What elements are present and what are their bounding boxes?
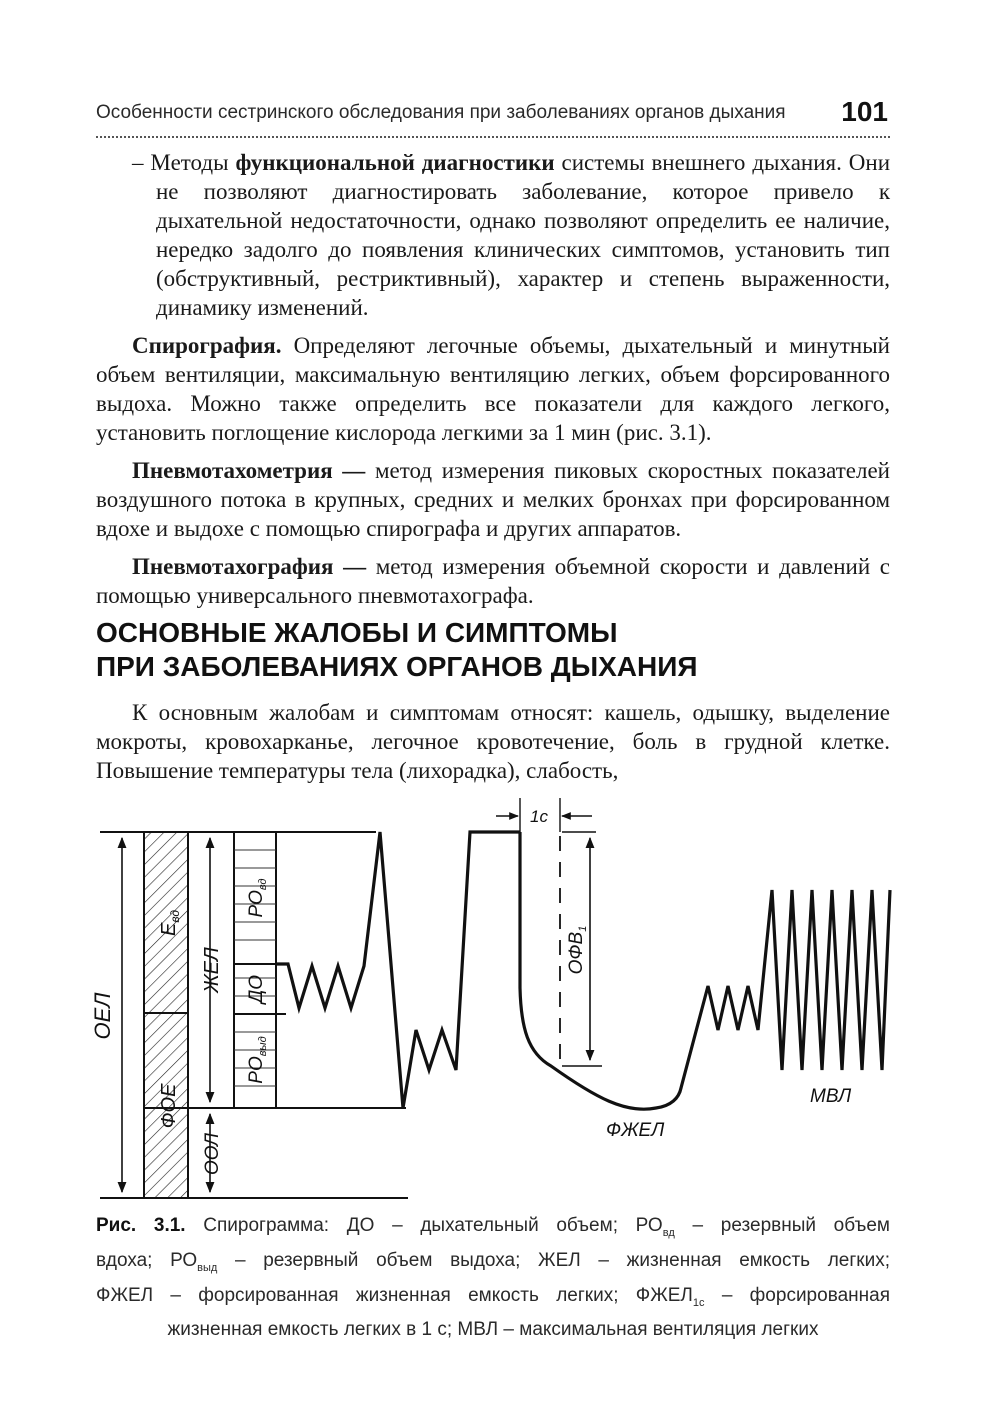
evd-label: $Е_{вд}$: [158, 910, 182, 936]
figure-caption: [96, 1212, 890, 1343]
caption-line-2: [96, 1247, 890, 1282]
oel-label: ОЕЛ: [90, 992, 115, 1040]
caption-label: Рис. 3.1.: [96, 1215, 186, 1236]
spirogram-tidal-trace: [276, 832, 520, 1108]
caption-line-1: [96, 1212, 890, 1247]
paragraph-pneumotachometry: [96, 456, 890, 543]
spirogram-figure: [90, 798, 896, 1208]
ool-label: ООЛ: [202, 1133, 223, 1175]
section-heading-line-1: ОСНОВНЫЕ ЖАЛОБЫ И СИМПТОМЫ: [96, 617, 618, 648]
caption-text: ФЖЕЛ – форсированная жизненная емкость легких; ФЖЕЛ: [96, 1284, 693, 1306]
section-heading-line-2: ПРИ ЗАБОЛЕВАНИЯХ ОРГАНОВ ДЫХАНИЯ: [96, 651, 698, 682]
caption-text: – резервный объем выдоха; ЖЕЛ – жизненная емкость легких;: [217, 1249, 890, 1271]
bold-term: Пневмотахометрия —: [132, 458, 366, 483]
paragraph-spirography: [96, 331, 890, 447]
body-text: [96, 148, 890, 619]
caption-line-3: [96, 1282, 890, 1317]
paragraph-text: системы внешнего дыхания. Они не позволяют диагностировать заболевание, которое привело к дыхательной недостаточности, однако позволяют определить ее наличие, нередко задолго до появления клинических симптомов, установить тип (обструктивный, рестриктивный), характер и степень выраженности, динамику изменений.: [156, 150, 890, 320]
caption-sub: выд: [197, 1261, 218, 1274]
running-title: Особенности сестринского обследования при заболеваниях органов дыхания: [96, 102, 786, 123]
foe-label: ФОЕ: [158, 1083, 180, 1129]
section-intro: К основным жалобам и симптомам относят: кашель, одышку, выделение мокроты, кровохарканье, легочное кровотечение, боль в грудной клетке. Повышение температуры тела (лихорадка), слабость,: [96, 700, 890, 783]
rovyd-label: $РО_{выд}$: [246, 1036, 269, 1084]
bold-term: Пневмотахография —: [132, 554, 367, 579]
paragraph-text: метод измерения объемной скорости и давлений с помощью универсального пневмотахографа.: [96, 554, 890, 608]
paragraph-text: метод измерения пиковых скоростных показателей воздушного потока в крупных, средних и мелких бронхах при форсированном вдохе и выдохе с помощью спирографа и других аппаратов.: [96, 458, 890, 541]
bold-term: Спирография.: [132, 333, 282, 358]
caption-text: – форсированная: [704, 1284, 890, 1306]
fev1-label: $ОФВ_1$: [566, 925, 589, 975]
time-1s-label: 1с: [530, 807, 548, 826]
fzhel-label: ФЖЕЛ: [606, 1120, 665, 1141]
do-label: ДО: [246, 974, 267, 1004]
dash-text: – Методы: [132, 150, 236, 175]
caption-sub: 1с: [692, 1296, 705, 1309]
rovd-label: $РО_{вд}$: [246, 878, 269, 918]
page-number: 101: [841, 96, 888, 127]
zhel-label: ЖЕЛ: [201, 947, 223, 993]
caption-line-4: жизненная емкость легких в 1 с; МВЛ – максимальная вентиляция легких: [167, 1319, 819, 1341]
running-header: [96, 96, 890, 138]
caption-text: вдоха; РО: [96, 1249, 198, 1271]
section-heading: [96, 616, 890, 684]
paragraph-functional-diagnostics: [96, 148, 890, 322]
mvl-label: МВЛ: [810, 1086, 852, 1107]
spirogram-svg: [90, 798, 896, 1208]
caption-text: – резервный объем: [674, 1215, 890, 1236]
caption-text: Спирограмма: ДО – дыхательный объем; РО: [185, 1215, 663, 1236]
caption-sub: вд: [662, 1226, 675, 1239]
bold-term: функциональной диагностики: [235, 150, 555, 175]
paragraph-pneumotachography: [96, 552, 890, 610]
paragraph-text: Определяют легочные объемы, дыхательный и минутный объем вентиляции, максимальную вентиляцию легких, объем форсированного выдоха. Можно также определить все показатели для каждого легкого, установить поглощение кислорода легкими за 1 мин (рис. 3.1).: [96, 333, 890, 445]
